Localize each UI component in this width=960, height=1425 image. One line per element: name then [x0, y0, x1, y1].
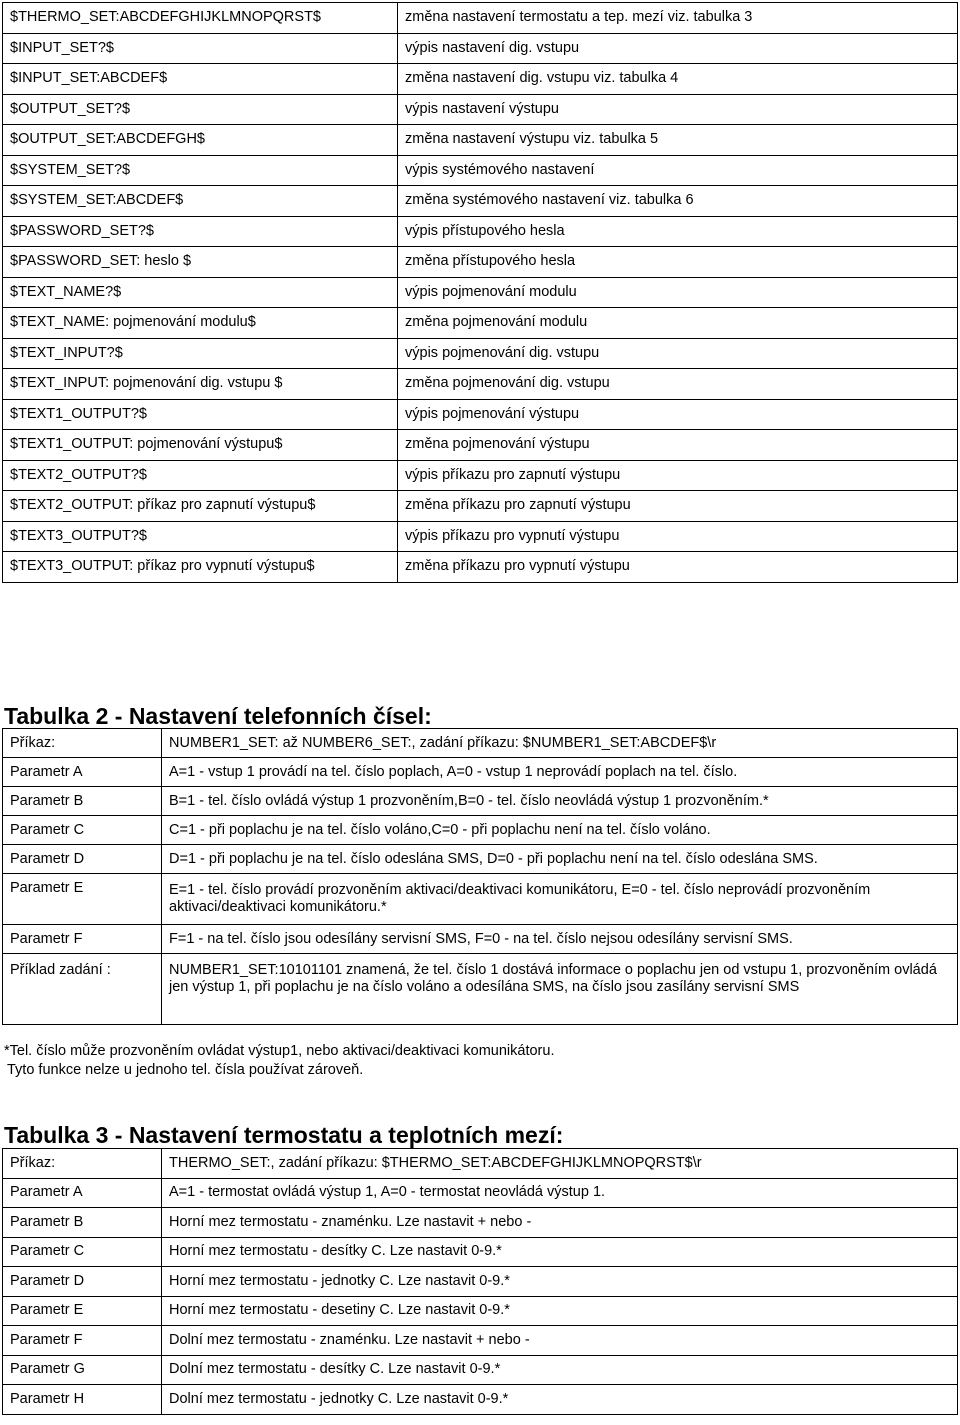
- parameter-value: B=1 - tel. číslo ovládá výstup 1 prozvoněním,B=0 - tel. číslo neovládá výstup 1 prozvoněním.*: [162, 787, 958, 816]
- command-cell: $TEXT3_OUTPUT?$: [3, 521, 398, 552]
- description-cell: změna systémového nastavení viz. tabulka 6: [398, 186, 958, 217]
- description-cell: výpis pojmenování výstupu: [398, 399, 958, 430]
- table-row: [3, 399, 958, 430]
- command-cell: $THERMO_SET:ABCDEFGHIJKLMNOPQRST$: [3, 3, 398, 34]
- footnote: Tyto funkce nelze u jednoho tel. čísla používat zároveň.: [7, 1062, 364, 1078]
- command-cell: $OUTPUT_SET:ABCDEFGH$: [3, 125, 398, 156]
- table-row: [3, 460, 958, 491]
- parameter-value: E=1 - tel. číslo provádí prozvoněním aktivaci/deaktivaci komunikátoru, E=0 - tel. číslo neprovádí prozvoněním aktivaci/deaktivaci komunikátoru.*: [162, 874, 958, 925]
- parameter-label: Parametr B: [3, 787, 162, 816]
- table-row: [3, 758, 958, 787]
- description-cell: změna nastavení dig. vstupu viz. tabulka 4: [398, 64, 958, 95]
- parameter-value: Horní mez termostatu - znaménku. Lze nastavit + nebo -: [162, 1208, 958, 1238]
- parameter-label: Parametr C: [3, 1237, 162, 1267]
- description-cell: změna příkazu pro zapnutí výstupu: [398, 491, 958, 522]
- table-row: [3, 491, 958, 522]
- command-cell: $TEXT1_OUTPUT: pojmenování výstupu$: [3, 430, 398, 461]
- description-cell: změna příkazu pro vypnutí výstupu: [398, 552, 958, 583]
- command-cell: $SYSTEM_SET:ABCDEF$: [3, 186, 398, 217]
- parameter-label: Parametr D: [3, 845, 162, 874]
- description-cell: změna pojmenování modulu: [398, 308, 958, 339]
- parameter-value: NUMBER1_SET:10101101 znamená, že tel. číslo 1 dostává informace o poplachu jen od vstupu 1, prozvoněním ovládá jen výstup 1, při poplachu je na číslo voláno a odesílána SMS, na číslo jsou zasílány servisní SMS: [162, 954, 958, 1025]
- parameter-value: F=1 - na tel. číslo jsou odesílány servisní SMS, F=0 - na tel. číslo nejsou odesílány servisní SMS.: [162, 925, 958, 954]
- table-row: [3, 1326, 958, 1356]
- description-cell: výpis systémového nastavení: [398, 155, 958, 186]
- table-row: [3, 247, 958, 278]
- phone-settings-table: [2, 728, 958, 1025]
- parameter-value: A=1 - vstup 1 provádí na tel. číslo poplach, A=0 - vstup 1 neprovádí poplach na tel. číslo.: [162, 758, 958, 787]
- parameter-label: Příkaz:: [3, 1149, 162, 1179]
- table-row: [3, 430, 958, 461]
- description-cell: výpis příkazu pro vypnutí výstupu: [398, 521, 958, 552]
- parameter-label: Parametr A: [3, 1178, 162, 1208]
- parameter-value: D=1 - při poplachu je na tel. číslo odeslána SMS, D=0 - při poplachu není na tel. číslo odeslána SMS.: [162, 845, 958, 874]
- table-row: [3, 954, 958, 1025]
- table-row: [3, 1385, 958, 1415]
- command-cell: $TEXT1_OUTPUT?$: [3, 399, 398, 430]
- table3-heading: Tabulka 3 - Nastavení termostatu a teplotních mezí:: [4, 1122, 564, 1148]
- table-row: [3, 729, 958, 758]
- description-cell: změna přístupového hesla: [398, 247, 958, 278]
- parameter-label: Parametr C: [3, 816, 162, 845]
- command-cell: $TEXT3_OUTPUT: příkaz pro vypnutí výstupu$: [3, 552, 398, 583]
- description-cell: výpis příkazu pro zapnutí výstupu: [398, 460, 958, 491]
- table-row: [3, 277, 958, 308]
- table-row: [3, 1267, 958, 1297]
- command-table: [2, 2, 958, 583]
- table-row: [3, 1178, 958, 1208]
- table-row: [3, 308, 958, 339]
- table-row: [3, 787, 958, 816]
- command-cell: $TEXT_INPUT: pojmenování dig. vstupu $: [3, 369, 398, 400]
- parameter-value: Dolní mez termostatu - desítky C. Lze nastavit 0-9.*: [162, 1355, 958, 1385]
- parameter-value: Horní mez termostatu - desítky C. Lze nastavit 0-9.*: [162, 1237, 958, 1267]
- command-cell: $SYSTEM_SET?$: [3, 155, 398, 186]
- table2-heading: Tabulka 2 - Nastavení telefonních čísel:: [4, 703, 432, 729]
- thermostat-settings-table: [2, 1148, 958, 1415]
- table-row: [3, 94, 958, 125]
- parameter-label: Parametr G: [3, 1355, 162, 1385]
- footnote: *Tel. číslo může prozvoněním ovládat výstup1, nebo aktivaci/deaktivaci komunikátoru.: [4, 1043, 555, 1059]
- parameter-value: THERMO_SET:, zadání příkazu: $THERMO_SET:ABCDEFGHIJKLMNOPQRST$\r: [162, 1149, 958, 1179]
- description-cell: změna pojmenování výstupu: [398, 430, 958, 461]
- table-row: [3, 338, 958, 369]
- table-row: [3, 874, 958, 925]
- table-row: [3, 186, 958, 217]
- table-row: [3, 845, 958, 874]
- command-cell: $TEXT2_OUTPUT: příkaz pro zapnutí výstupu$: [3, 491, 398, 522]
- description-cell: změna nastavení termostatu a tep. mezí viz. tabulka 3: [398, 3, 958, 34]
- description-cell: výpis přístupového hesla: [398, 216, 958, 247]
- command-cell: $INPUT_SET:ABCDEF$: [3, 64, 398, 95]
- table-row: [3, 33, 958, 64]
- parameter-value: Horní mez termostatu - desetiny C. Lze nastavit 0-9.*: [162, 1296, 958, 1326]
- table-row: [3, 1355, 958, 1385]
- command-cell: $OUTPUT_SET?$: [3, 94, 398, 125]
- command-cell: $PASSWORD_SET?$: [3, 216, 398, 247]
- parameter-value: Dolní mez termostatu - jednotky C. Lze nastavit 0-9.*: [162, 1385, 958, 1415]
- parameter-label: Parametr H: [3, 1385, 162, 1415]
- description-cell: výpis pojmenování modulu: [398, 277, 958, 308]
- parameter-label: Parametr E: [3, 874, 162, 925]
- parameter-label: Příklad zadání :: [3, 954, 162, 1025]
- command-cell: $TEXT2_OUTPUT?$: [3, 460, 398, 491]
- description-cell: výpis nastavení výstupu: [398, 94, 958, 125]
- parameter-label: Parametr D: [3, 1267, 162, 1297]
- table-row: [3, 369, 958, 400]
- parameter-label: Parametr A: [3, 758, 162, 787]
- parameter-value: Dolní mez termostatu - znaménku. Lze nastavit + nebo -: [162, 1326, 958, 1356]
- command-cell: $TEXT_INPUT?$: [3, 338, 398, 369]
- command-cell: $PASSWORD_SET: heslo $: [3, 247, 398, 278]
- description-cell: výpis pojmenování dig. vstupu: [398, 338, 958, 369]
- parameter-label: Parametr E: [3, 1296, 162, 1326]
- table-row: [3, 816, 958, 845]
- description-cell: změna nastavení výstupu viz. tabulka 5: [398, 125, 958, 156]
- description-cell: výpis nastavení dig. vstupu: [398, 33, 958, 64]
- description-cell: změna pojmenování dig. vstupu: [398, 369, 958, 400]
- parameter-label: Parametr B: [3, 1208, 162, 1238]
- table-row: [3, 1208, 958, 1238]
- parameter-label: Parametr F: [3, 1326, 162, 1356]
- parameter-value: Horní mez termostatu - jednotky C. Lze nastavit 0-9.*: [162, 1267, 958, 1297]
- command-cell: $TEXT_NAME?$: [3, 277, 398, 308]
- table-row: [3, 1296, 958, 1326]
- command-cell: $TEXT_NAME: pojmenování modulu$: [3, 308, 398, 339]
- table-row: [3, 64, 958, 95]
- table-row: [3, 3, 958, 34]
- table-row: [3, 552, 958, 583]
- table-row: [3, 521, 958, 552]
- table-row: [3, 1237, 958, 1267]
- parameter-value: A=1 - termostat ovládá výstup 1, A=0 - termostat neovládá výstup 1.: [162, 1178, 958, 1208]
- command-cell: $INPUT_SET?$: [3, 33, 398, 64]
- table-row: [3, 1149, 958, 1179]
- parameter-label: Parametr F: [3, 925, 162, 954]
- parameter-label: Příkaz:: [3, 729, 162, 758]
- table-row: [3, 125, 958, 156]
- table-row: [3, 216, 958, 247]
- table-row: [3, 925, 958, 954]
- parameter-value: C=1 - při poplachu je na tel. číslo voláno,C=0 - při poplachu není na tel. číslo voláno.: [162, 816, 958, 845]
- table-row: [3, 155, 958, 186]
- parameter-value: NUMBER1_SET: až NUMBER6_SET:, zadání příkazu: $NUMBER1_SET:ABCDEF$\r: [162, 729, 958, 758]
